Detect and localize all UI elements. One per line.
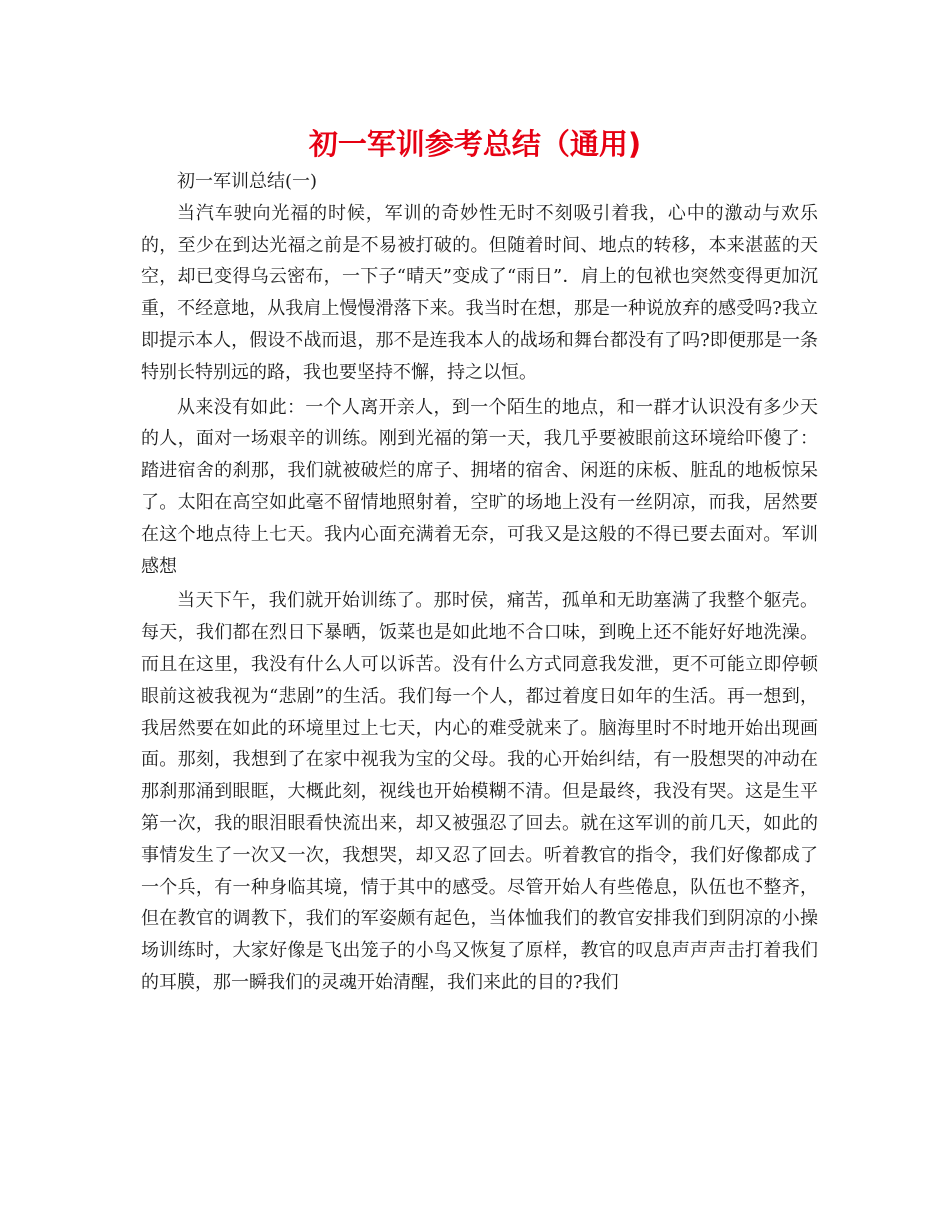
document-title: 初一军训参考总结（通用)	[308, 127, 642, 161]
paragraph-2: 从来没有如此：一个人离开亲人，到一个陌生的地点，和一群才认识没有多少天的人，面对一场艰辛的训练。刚到光福的第一天，我几乎要被眼前这环境给吓傻了：踏进宿舍的刹那，我们就被破烂的席子、拥堵的宿舍、闲逛的床板、脏乱的地板惊呆了。太阳在高空如此毫不留情地照射着，空旷的场地上没有一丝阴凉，而我，居然要在这个地点待上七天。我内心面充满着无奈，可我又是这般的不得已要去面对。军训感想	[141, 396, 818, 577]
document-body	[141, 166, 818, 999]
paragraph-1: 当汽车驶向光福的时候，军训的奇妙性无时不刻吸引着我，心中的激动与欢乐的，至少在到达光福之前是不易被打破的。但随着时间、地点的转移，本来湛蓝的天空，却已变得乌云密布，一下子“晴天”变成了“雨日”．肩上的包袱也突然变得更加沉重，不经意地，从我肩上慢慢滑落下来。我当时在想，那是一种说放弃的感受吗?我立即提示本人，假设不战而退，那不是连我本人的战场和舞台都没有了吗?即便那是一条特别长特别远的路，我也要坚持不懈，持之以恒。	[141, 202, 818, 383]
section-subheading: 初一军训总结(一)	[177, 171, 318, 192]
paragraph-3: 当天下午，我们就开始训练了。那时侯，痛苦，孤单和无助塞满了我整个躯壳。每天，我们都在烈日下暴晒，饭菜也是如此地不合口味，到晚上还不能好好地洗澡。而且在这里，我没有什么人可以诉苦。没有什么方式同意我发泄，更不可能立即停顿眼前这被我视为“悲剧”的生活。我们每一个人，都过着度日如年的生活。再一想到，我居然要在如此的环境里过上七天，内心的难受就来了。脑海里时不时地开始出现画面。那刻，我想到了在家中视我为宝的父母。我的心开始纠结，有一股想哭的冲动在那刹那涌到眼眶，大概此刻，视线也开始模糊不清。但是最终，我没有哭。这是生平第一次，我的眼泪眼看快流出来，却又被强忍了回去。就在这军训的前几天，如此的事情发生了一次又一次，我想哭，却又忍了回去。听着教官的指令，我们好像都成了一个兵，有一种身临其境，情于其中的感受。尽管开始人有些倦息，队伍也不整齐，但在教官的调教下，我们的军姿颇有起色，当体恤我们的教官安排我们到阴凉的小操场训练时，大家好像是飞出笼子的小鸟又恢复了原样，教官的叹息声声声击打着我们的耳膜，那一瞬我们的灵魂开始清醒，我们来此的目的?我们	[141, 590, 818, 993]
